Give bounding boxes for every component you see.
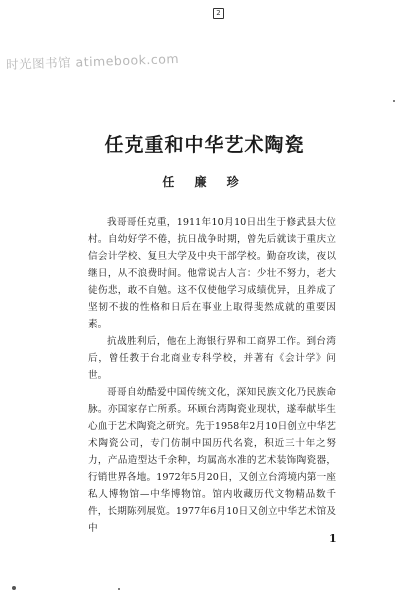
article-title: 任克重和中华艺术陶瓷 [104,134,305,156]
scan-speck [12,586,16,590]
paragraph-2: 抗战胜利后，他在上海银行界和工商界工作。到台湾后，曾任教于台北商业专科学校，并著有《会计学》问世。 [88,336,336,381]
page-number: 1 [329,532,337,545]
corner-mark: 2 [213,8,224,19]
scan-speck [393,100,395,102]
watermark: 时光图书馆 atimebook.com [5,50,180,73]
paragraph-3: 哥哥自幼酷爱中国传统文化，深知民族文化乃民族命脉。亦国家存亡所系。环顾台湾陶瓷业现状，遂奉献毕生心血于艺术陶瓷之研究。先于1958年2月10日创立中华艺术陶瓷公司，专门仿制中国历代名瓷，积近三十年之努力，产品造型达千余种，均属高水准的艺术装饰陶瓷器，行销世界各地。1972年5月20日，又创立台湾境内第一座私人博物馆—中华博物馆。馆内收藏历代文物精品数千件，长期陈列展览。1977年6月10日又创立中华艺术馆及中 [88,387,336,534]
article-body [88,214,336,537]
author-name: 任 廉 珍 [162,175,247,189]
scan-speck [118,588,120,590]
paragraph-1: 我哥哥任克重，1911年10月10日出生于修武县大位村。自幼好学不倦，抗日战争时期，曾先后就读于重庆立信会计学校、复旦大学及中央干部学校。勤奋攻读，夜以继日，从不浪费时间。他常说古人言：少壮不努力，老大徒伤悲，敢不自勉。这不仅使他学习成绩优异，且养成了坚韧不拔的性格和日后在事业上取得斐然成就的重要因素。 [88,217,336,330]
